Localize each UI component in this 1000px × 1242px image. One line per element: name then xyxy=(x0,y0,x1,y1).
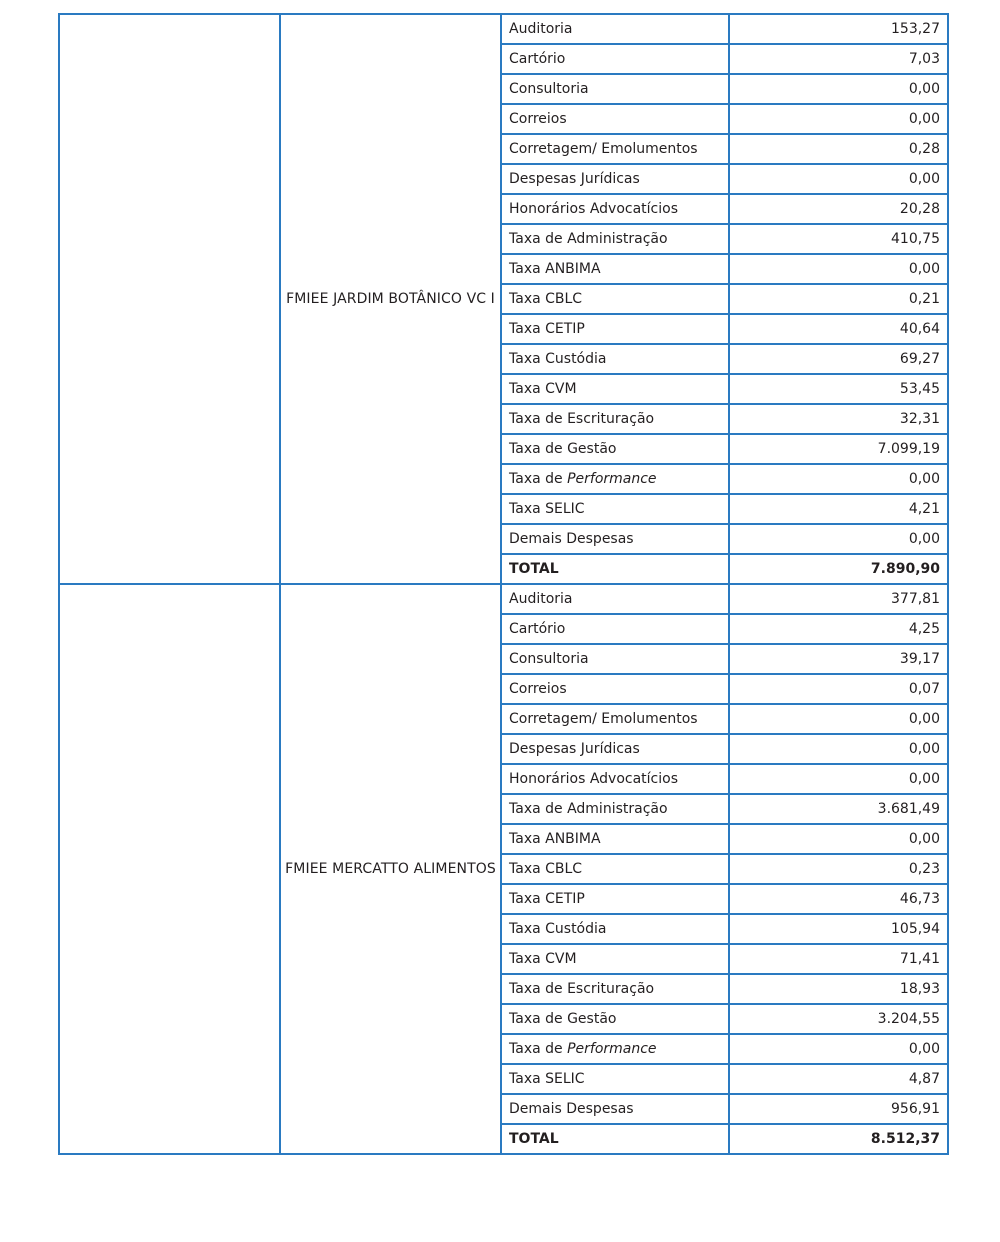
total-value: 8.512,37 xyxy=(729,1124,948,1154)
expense-value: 153,27 xyxy=(729,14,948,44)
expense-label: Correios xyxy=(501,674,729,704)
expense-value: 0,00 xyxy=(729,104,948,134)
expense-value: 32,31 xyxy=(729,404,948,434)
expense-label: Demais Despesas xyxy=(501,1094,729,1124)
total-label: TOTAL xyxy=(501,1124,729,1154)
expense-label: Consultoria xyxy=(501,74,729,104)
fund-group-empty-cell xyxy=(59,584,280,1154)
expense-label: Cartório xyxy=(501,44,729,74)
fund-name: FMIEE MERCATTO ALIMENTOS xyxy=(280,584,501,1154)
expense-label: Taxa SELIC xyxy=(501,494,729,524)
expense-label: Taxa CETIP xyxy=(501,884,729,914)
expense-label: Taxa de Gestão xyxy=(501,434,729,464)
expense-value: 7.099,19 xyxy=(729,434,948,464)
expense-label: Consultoria xyxy=(501,644,729,674)
expense-label: Auditoria xyxy=(501,584,729,614)
expense-label: Honorários Advocatícios xyxy=(501,194,729,224)
expense-value: 18,93 xyxy=(729,974,948,1004)
expense-label: Cartório xyxy=(501,614,729,644)
expense-value: 0,21 xyxy=(729,284,948,314)
expense-label: Taxa de Administração xyxy=(501,794,729,824)
expense-value: 0,28 xyxy=(729,134,948,164)
expense-label: Corretagem/ Emolumentos xyxy=(501,704,729,734)
expense-row xyxy=(59,584,948,614)
expense-label: Taxa Custódia xyxy=(501,914,729,944)
expense-label: Despesas Jurídicas xyxy=(501,734,729,764)
expense-value: 4,87 xyxy=(729,1064,948,1094)
expense-label: Taxa SELIC xyxy=(501,1064,729,1094)
expense-label: Taxa CETIP xyxy=(501,314,729,344)
expense-value: 0,00 xyxy=(729,764,948,794)
expense-value: 46,73 xyxy=(729,884,948,914)
expense-table xyxy=(58,13,949,1155)
expense-value: 956,91 xyxy=(729,1094,948,1124)
fund-group-empty-cell xyxy=(59,14,280,584)
expense-value: 20,28 xyxy=(729,194,948,224)
fund-name: FMIEE JARDIM BOTÂNICO VC I xyxy=(280,14,501,584)
expense-table-container xyxy=(58,13,941,1155)
expense-label-italic: Performance xyxy=(567,471,657,487)
expense-label: Taxa CBLC xyxy=(501,284,729,314)
expense-value: 39,17 xyxy=(729,644,948,674)
expense-table-body xyxy=(59,14,948,1154)
expense-label: Taxa de Administração xyxy=(501,224,729,254)
expense-value: 69,27 xyxy=(729,344,948,374)
expense-label: Taxa Custódia xyxy=(501,344,729,374)
expense-value: 0,00 xyxy=(729,464,948,494)
expense-value: 0,00 xyxy=(729,74,948,104)
expense-value: 105,94 xyxy=(729,914,948,944)
expense-label: Taxa ANBIMA xyxy=(501,254,729,284)
expense-label: Honorários Advocatícios xyxy=(501,764,729,794)
expense-label xyxy=(501,464,729,494)
expense-value: 3.204,55 xyxy=(729,1004,948,1034)
expense-label: Auditoria xyxy=(501,14,729,44)
expense-value: 0,07 xyxy=(729,674,948,704)
expense-value: 0,00 xyxy=(729,524,948,554)
expense-label xyxy=(501,1034,729,1064)
expense-value: 3.681,49 xyxy=(729,794,948,824)
expense-value: 0,00 xyxy=(729,704,948,734)
expense-label: Despesas Jurídicas xyxy=(501,164,729,194)
expense-value: 377,81 xyxy=(729,584,948,614)
expense-label: Taxa CVM xyxy=(501,374,729,404)
expense-value: 0,00 xyxy=(729,164,948,194)
total-label: TOTAL xyxy=(501,554,729,584)
expense-label-prefix: Taxa de xyxy=(509,471,568,487)
expense-value: 53,45 xyxy=(729,374,948,404)
expense-value: 4,21 xyxy=(729,494,948,524)
expense-label: Correios xyxy=(501,104,729,134)
expense-label: Demais Despesas xyxy=(501,524,729,554)
expense-value: 0,23 xyxy=(729,854,948,884)
expense-label: Corretagem/ Emolumentos xyxy=(501,134,729,164)
expense-value: 71,41 xyxy=(729,944,948,974)
expense-value: 0,00 xyxy=(729,254,948,284)
expense-label: Taxa CBLC xyxy=(501,854,729,884)
expense-value: 4,25 xyxy=(729,614,948,644)
expense-value: 40,64 xyxy=(729,314,948,344)
expense-value: 0,00 xyxy=(729,1034,948,1064)
expense-label: Taxa de Gestão xyxy=(501,1004,729,1034)
expense-value: 0,00 xyxy=(729,824,948,854)
expense-value: 410,75 xyxy=(729,224,948,254)
expense-value: 0,00 xyxy=(729,734,948,764)
expense-label: Taxa CVM xyxy=(501,944,729,974)
expense-label: Taxa de Escrituração xyxy=(501,404,729,434)
expense-label: Taxa de Escrituração xyxy=(501,974,729,1004)
expense-value: 7,03 xyxy=(729,44,948,74)
expense-row xyxy=(59,14,948,44)
expense-label-italic: Performance xyxy=(567,1041,657,1057)
total-value: 7.890,90 xyxy=(729,554,948,584)
expense-label: Taxa ANBIMA xyxy=(501,824,729,854)
expense-label-prefix: Taxa de xyxy=(509,1041,568,1057)
